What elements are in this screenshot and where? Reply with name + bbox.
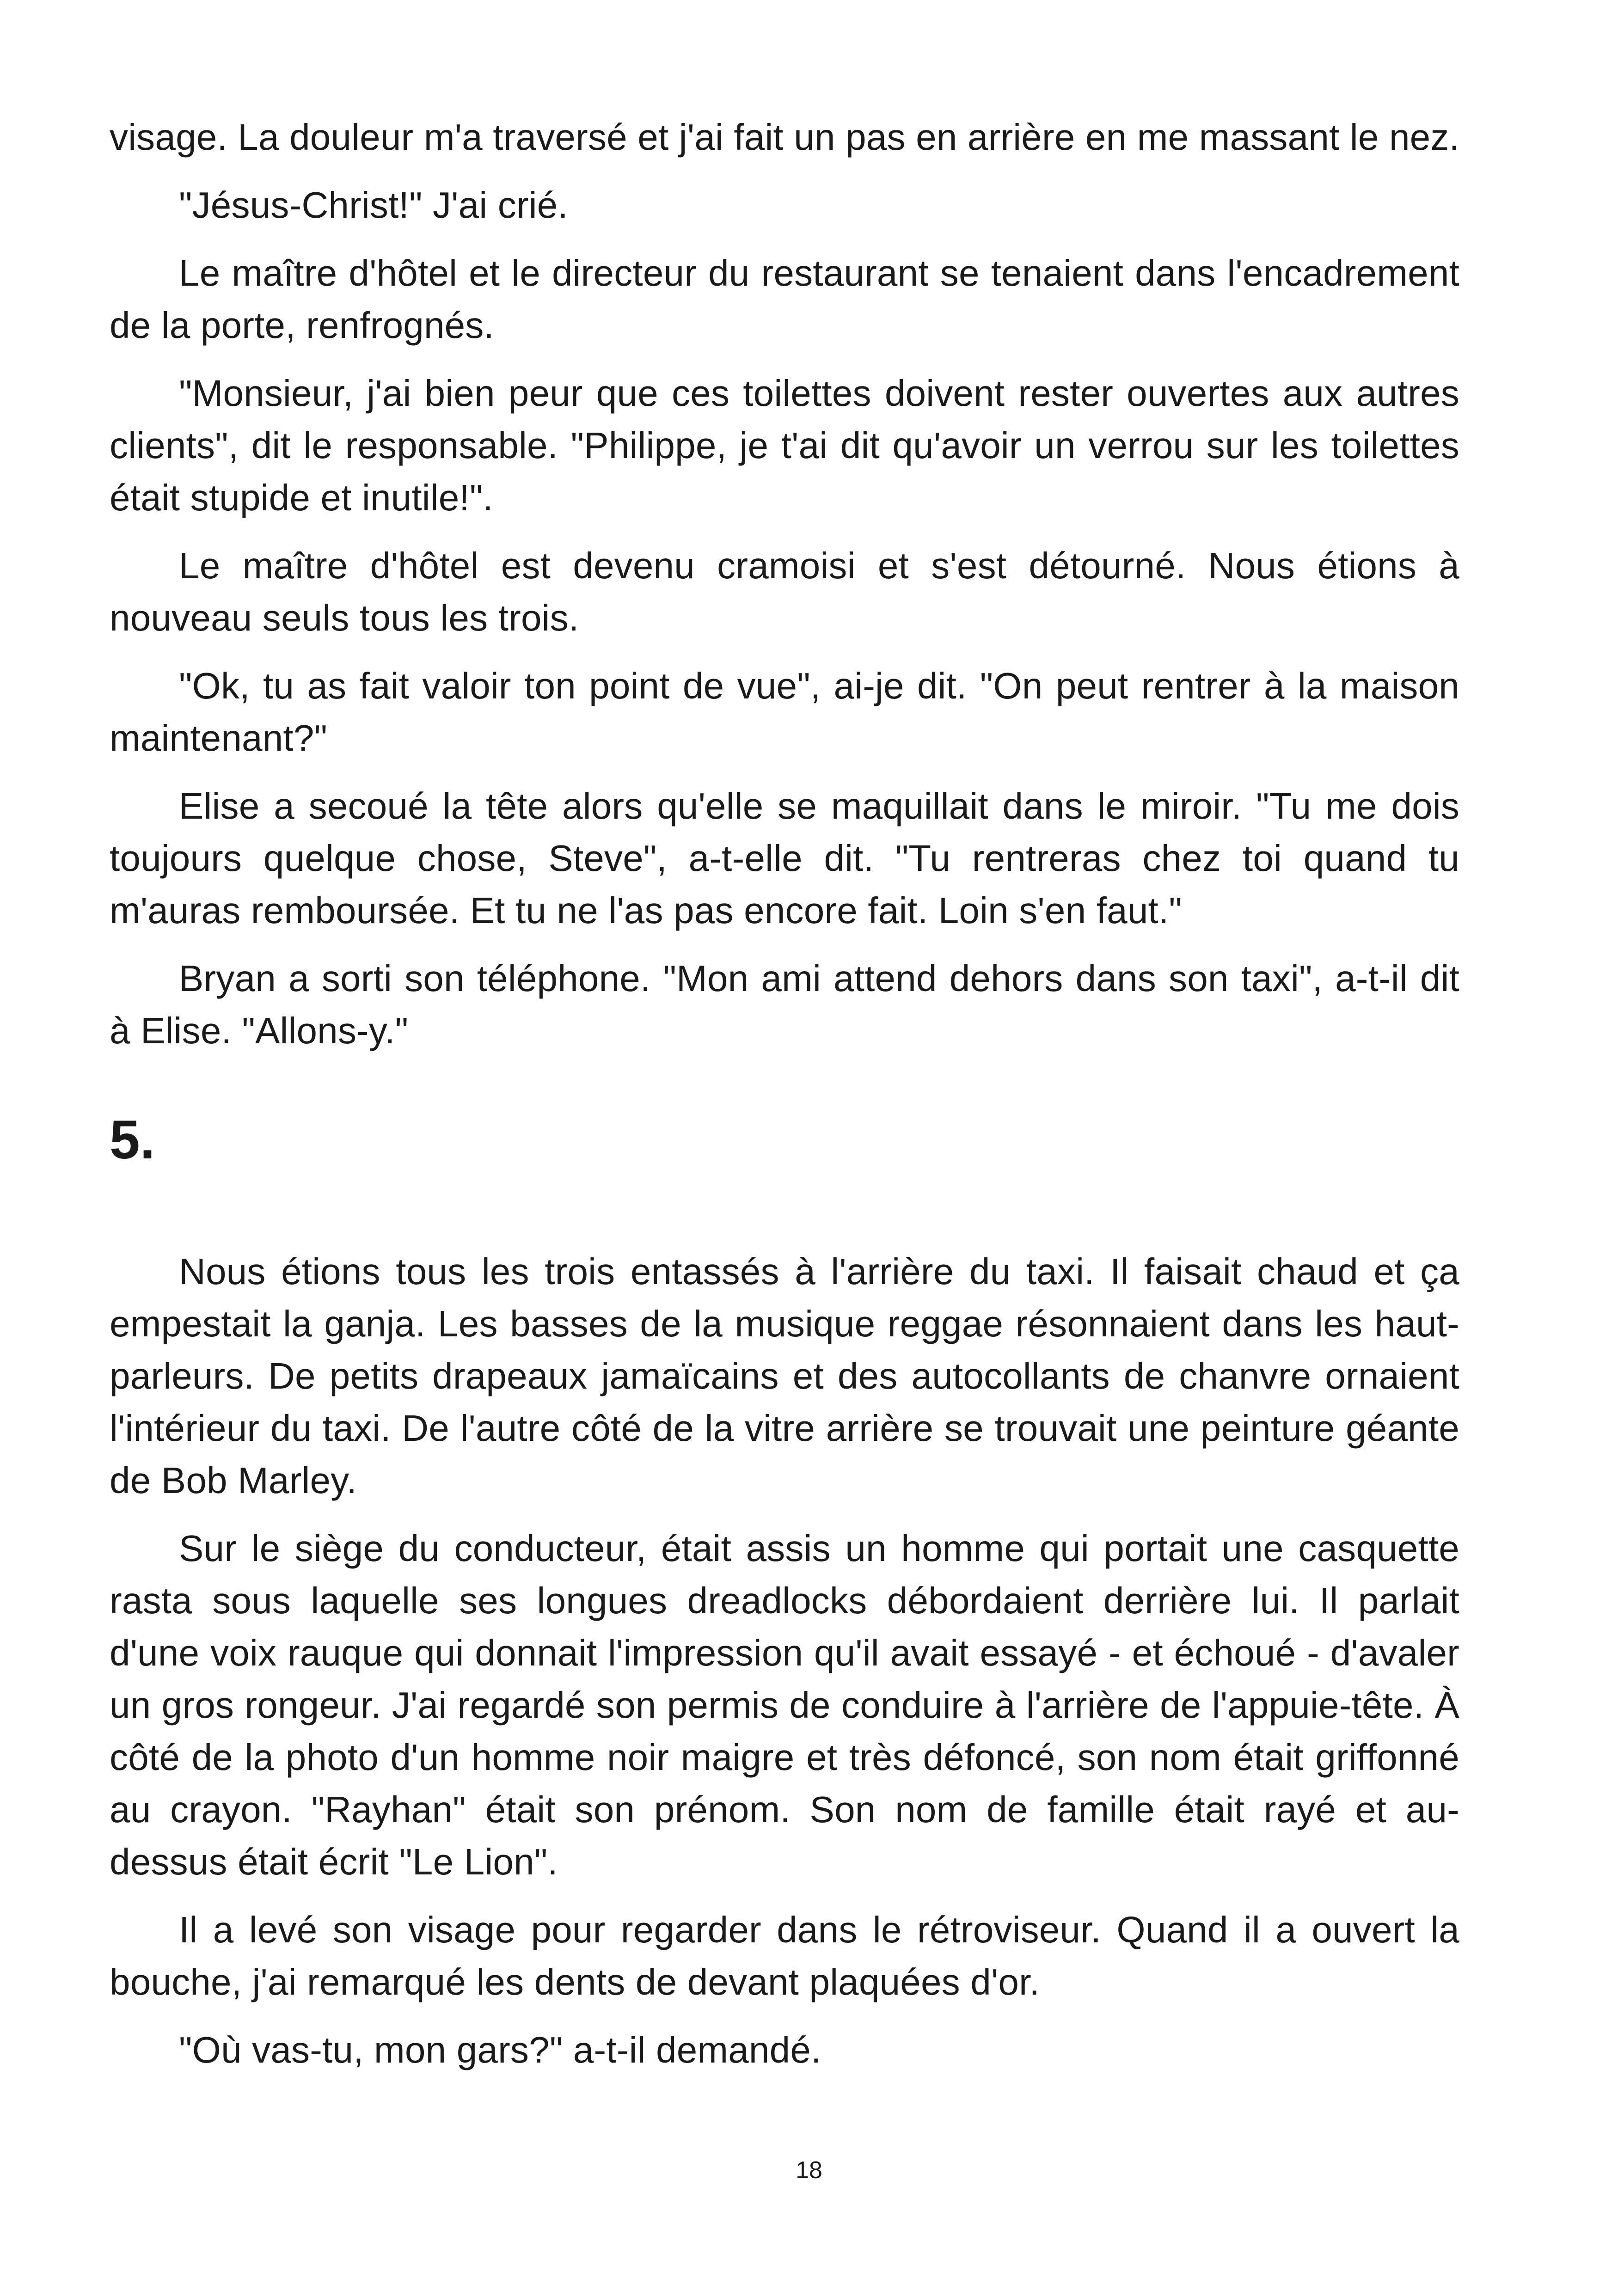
paragraph: Le maître d'hôtel et le directeur du restaurant se tenaient dans l'encadrement de la porte, renfrognés. [110, 252, 1459, 346]
paragraph: Elise a secoué la tête alors qu'elle se maquillait dans le miroir. "Tu me dois toujours quelque chose, Steve", a-t-elle dit. "Tu rentreras chez toi quand tu m'auras remboursée. Et tu ne l'as pas encore fait. Loin s'en faut." [110, 785, 1459, 931]
paragraph: Le maître d'hôtel est devenu cramoisi et s'est détourné. Nous étions à nouveau seuls tous les trois. [110, 545, 1459, 638]
paragraph: "Ok, tu as fait valoir ton point de vue", ai-je dit. "On peut rentrer à la maison maintenant?" [110, 665, 1459, 759]
paragraph: Nous étions tous les trois entassés à l'arrière du taxi. Il faisait chaud et ça empestait la ganja. Les basses de la musique reggae résonnaient dans les haut-parleurs. De petits drapeaux jamaïcains et des autocollants de chanvre ornaient l'intérieur du taxi. De l'autre côté de la vitre arrière se trouvait une peinture géante de Bob Marley. [110, 1251, 1459, 1501]
paragraph: "Où vas-tu, mon gars?" a-t-il demandé. [179, 2029, 821, 2070]
chapter-heading: 5. [110, 1109, 155, 1170]
paragraph: Sur le siège du conducteur, était assis un homme qui portait une casquette rasta sous laquelle ses longues dreadlocks débordaient derrière lui. Il parlait d'une voix rauque qui donnait l'impression qu'il avait essayé - et échoué - d'avaler un gros rongeur. J'ai regardé son permis de conduire à l'arrière de l'appuie-tête. À côté de la photo d'un homme noir maigre et très défoncé, son nom était griffonné au crayon. "Rayhan" était son prénom. Son nom de famille était rayé et au-dessus était écrit "Le Lion". [110, 1528, 1459, 1882]
paragraph: Il a levé son visage pour regarder dans le rétroviseur. Quand il a ouvert la bouche, j'ai remarqué les dents de devant plaquées d'or. [110, 1909, 1459, 2002]
paragraph: "Jésus-Christ!" J'ai crié. [179, 184, 568, 226]
page-body [110, 111, 1459, 2092]
page-number: 18 [796, 2157, 822, 2184]
paragraph: Bryan a sorti son téléphone. "Mon ami attend dehors dans son taxi", a-t-il dit à Elise. "Allons-y." [110, 958, 1459, 1051]
paragraph: "Monsieur, j'ai bien peur que ces toilettes doivent rester ouvertes aux autres clients", dit le responsable. "Philippe, je t'ai dit qu'avoir un verrou sur les toilettes était stupide et inutile!". [110, 373, 1459, 518]
paragraph: visage. La douleur m'a traversé et j'ai fait un pas en arrière en me massant le nez. [110, 116, 1459, 158]
